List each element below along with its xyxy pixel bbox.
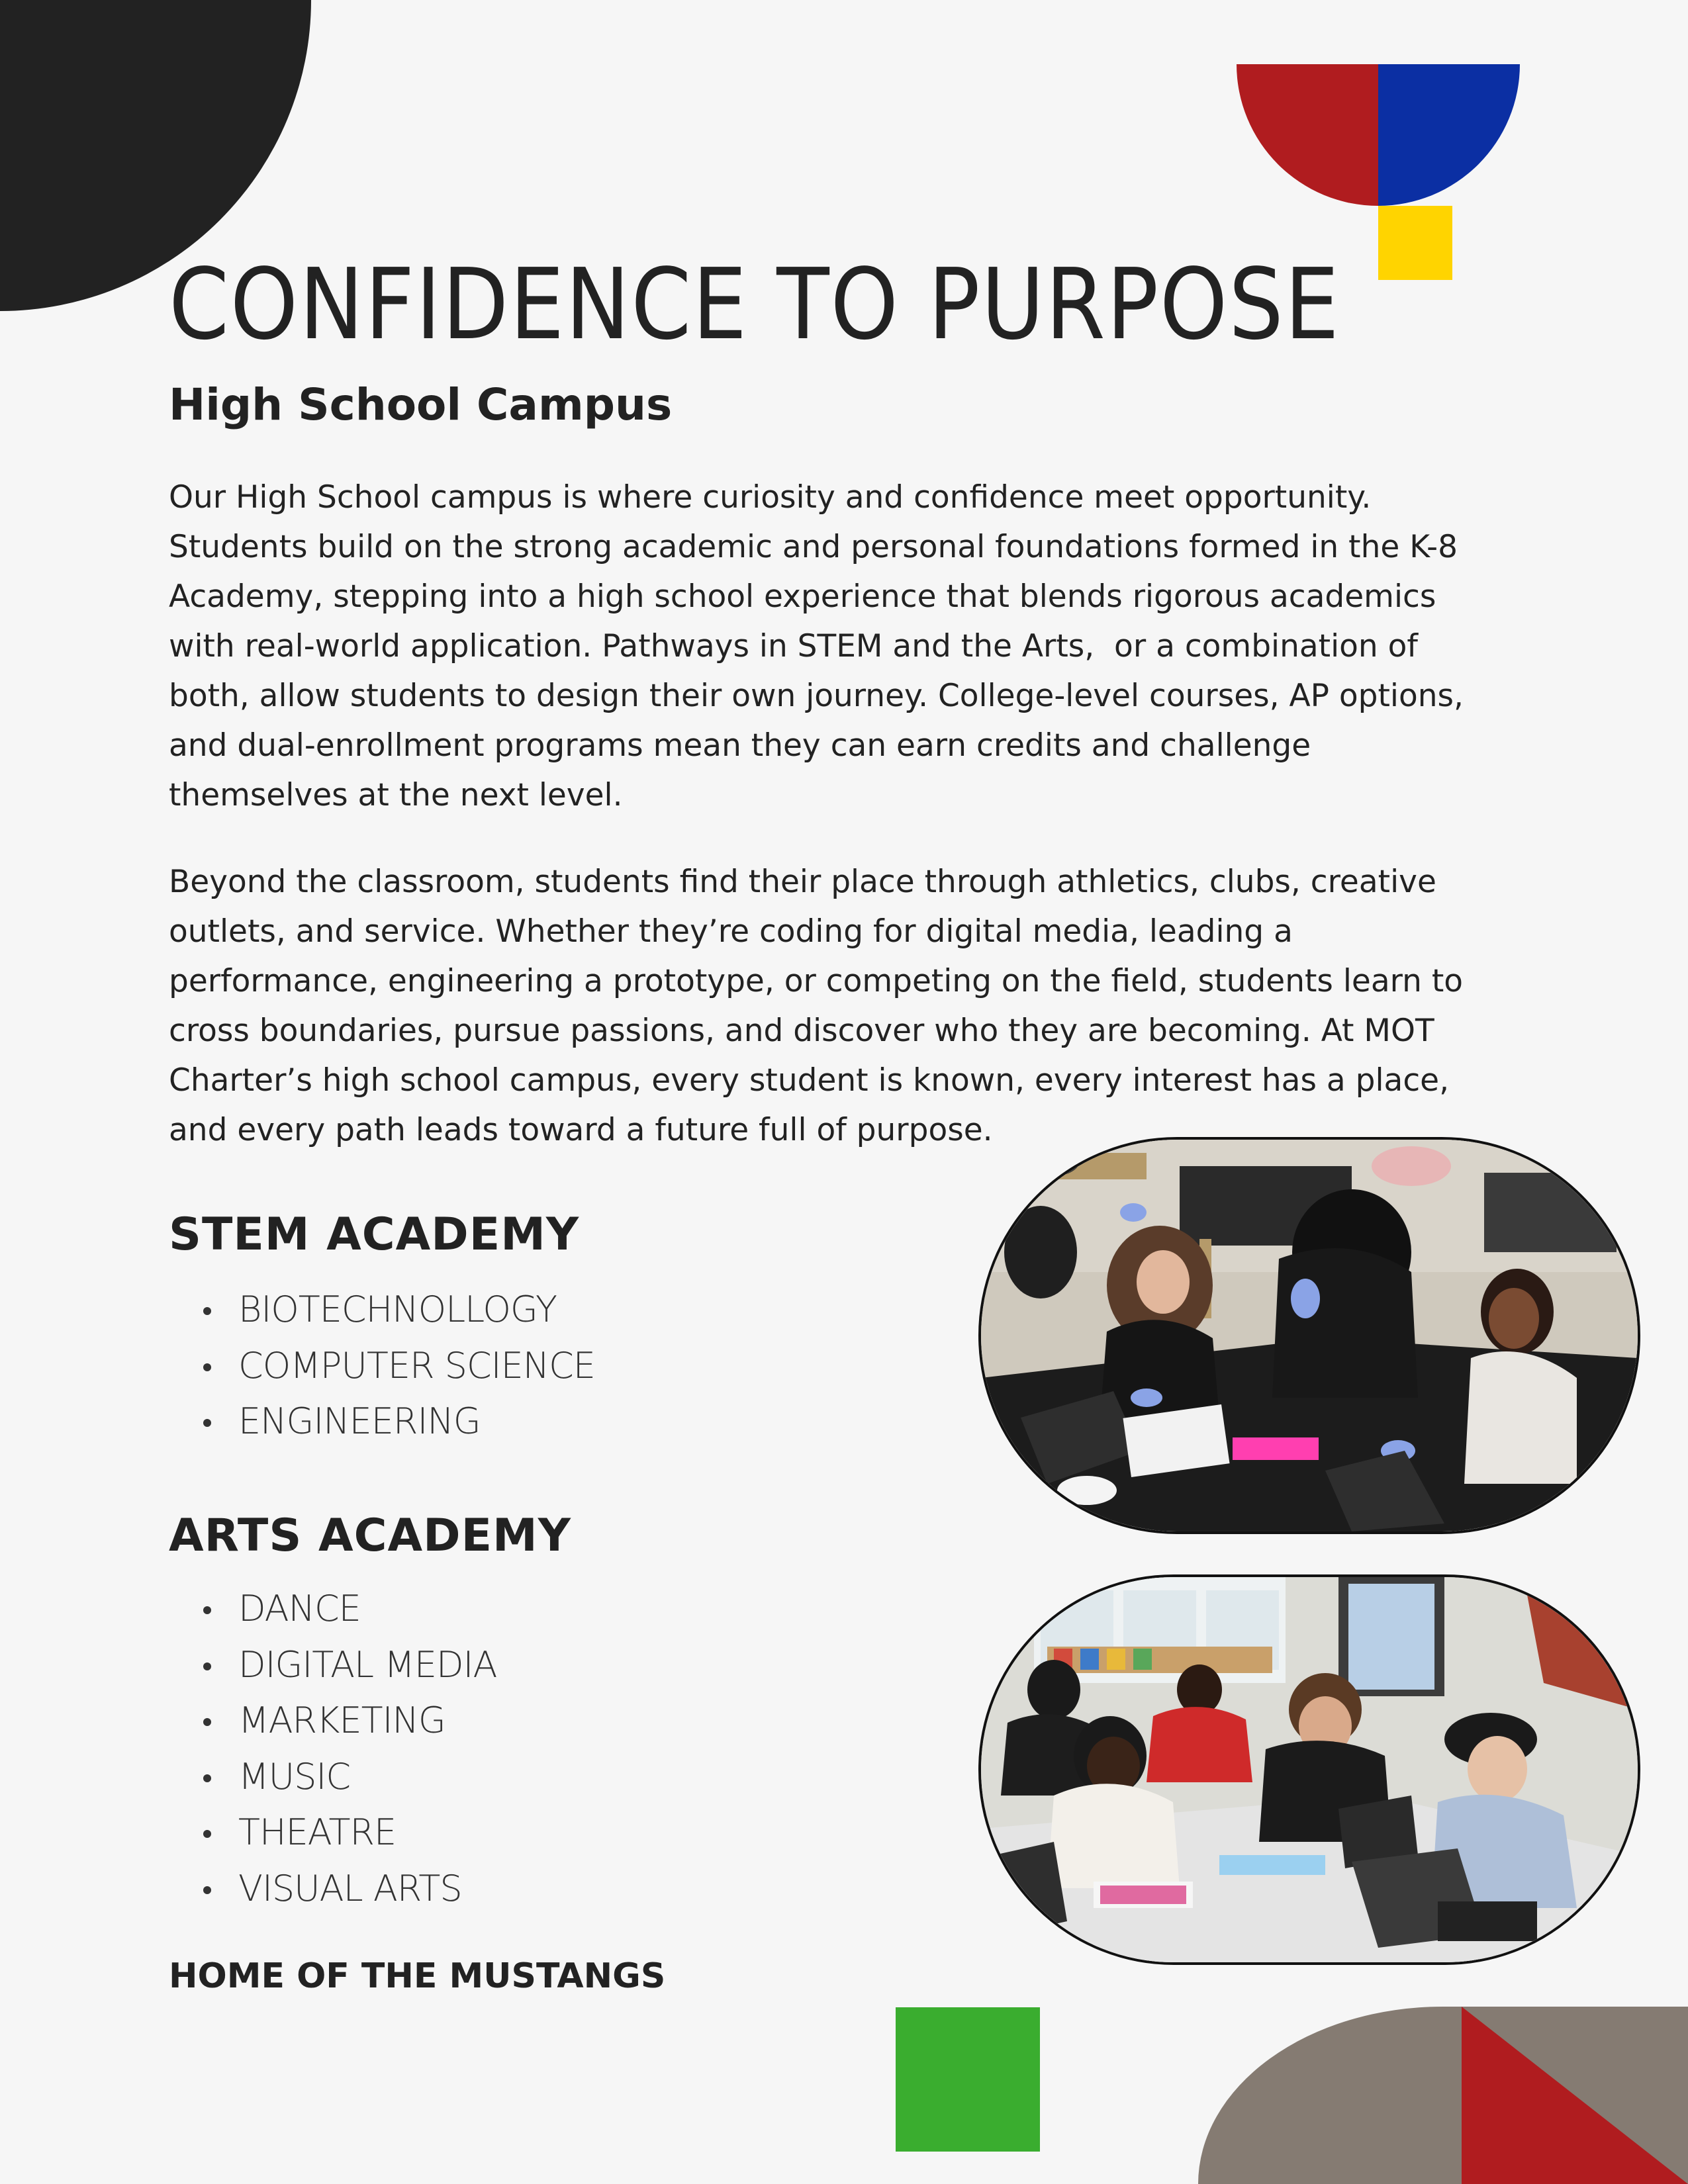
arts-classroom-photo — [978, 1574, 1640, 1965]
list-item: MARKETING — [199, 1693, 496, 1749]
green-square-decoration — [896, 2007, 1040, 2152]
paragraph-line: and dual-enrollment programs mean they can earn credits and challenge — [169, 727, 1311, 764]
yellow-square-decoration — [1378, 206, 1452, 280]
paragraph-line: performance, engineering a prototype, or competing on the field, students learn to — [169, 963, 1464, 999]
paragraph-line: with real-world application. Pathways in STEM and the Arts, or a combination of — [169, 628, 1418, 664]
intro-paragraph-2 — [169, 857, 1546, 1155]
paragraph-line: and every path leads toward a future full of purpose. — [169, 1112, 993, 1148]
stem-academy-list — [199, 1282, 595, 1450]
stem-lab-photo — [978, 1137, 1640, 1534]
list-item: DANCE — [199, 1581, 496, 1637]
intro-paragraph-1 — [169, 473, 1546, 820]
paragraph-line: themselves at the next level. — [169, 777, 623, 813]
list-item: MUSIC — [199, 1749, 496, 1805]
paragraph-line: Charter’s high school campus, every student is known, every interest has a place, — [169, 1062, 1450, 1099]
paragraph-line: Academy, stepping into a high school experience that blends rigorous academics — [169, 578, 1436, 615]
arts-academy-list — [199, 1581, 496, 1917]
stem-academy-heading: STEM ACADEMY — [169, 1208, 580, 1261]
list-item: DIGITAL MEDIA — [199, 1637, 496, 1694]
paragraph-line: cross boundaries, pursue passions, and discover who they are becoming. At MOT — [169, 1013, 1434, 1049]
home-of-mustangs-tagline: HOME OF THE MUSTANGS — [169, 1956, 666, 1996]
arts-academy-heading: ARTS ACADEMY — [169, 1510, 571, 1562]
list-item: COMPUTER SCIENCE — [199, 1338, 595, 1394]
paragraph-line: Beyond the classroom, students find their place through athletics, clubs, creative — [169, 864, 1436, 900]
list-item: ENGINEERING — [199, 1394, 595, 1450]
paragraph-line: Our High School campus is where curiosity and confidence meet opportunity. — [169, 479, 1372, 516]
taupe-red-semicircle-decoration — [1198, 2007, 1688, 2184]
list-item: BIOTECHNOLLOGY — [199, 1282, 595, 1338]
list-item: VISUAL ARTS — [199, 1861, 496, 1917]
page-subtitle: High School Campus — [169, 379, 673, 430]
paragraph-line: Students build on the strong academic and personal foundations formed in the K-8 — [169, 529, 1458, 565]
paragraph-line: both, allow students to design their own journey. College-level courses, AP options, — [169, 678, 1464, 714]
paragraph-line: outlets, and service. Whether they’re coding for digital media, leading a — [169, 913, 1293, 950]
list-item: THEATRE — [199, 1805, 496, 1861]
page-title: CONFIDENCE TO PURPOSE — [169, 248, 1340, 361]
